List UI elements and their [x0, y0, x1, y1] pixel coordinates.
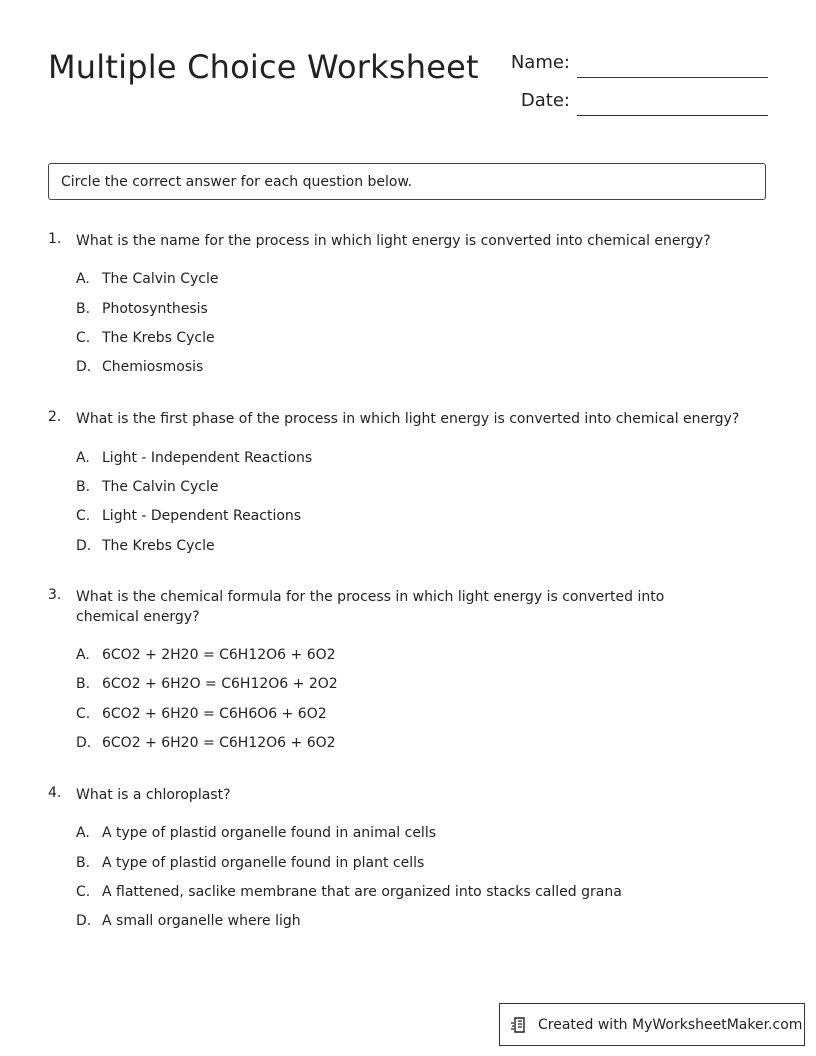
choice-letter: B.: [76, 676, 91, 692]
choice-text: The Krebs Cycle: [102, 330, 215, 346]
name-line[interactable]: [577, 77, 768, 78]
name-label: Name:: [510, 52, 570, 73]
choice-text: The Calvin Cycle: [102, 479, 219, 495]
choice-letter: A.: [76, 450, 90, 466]
choice-letter: D.: [76, 359, 92, 375]
choice-text: 6CO2 + 2H20 = C6H12O6 + 6O2: [102, 647, 336, 663]
choice-letter: B.: [76, 855, 91, 871]
question-text: What is the chemical formula for the process in which light energy is converted into chemical energy?: [76, 589, 665, 625]
choice-text: 6CO2 + 6H20 = C6H6O6 + 6O2: [102, 706, 327, 722]
question-text: What is the first phase of the process in which light energy is converted into chemical energy?: [76, 411, 740, 427]
choice-text: 6CO2 + 6H2O = C6H12O6 + 2O2: [102, 676, 338, 692]
choice-letter: A.: [76, 271, 90, 287]
question-number: 4.: [48, 785, 62, 801]
choice-letter: D.: [76, 913, 92, 929]
page-title: Multiple Choice Worksheet: [48, 48, 479, 86]
question-number: 3.: [48, 587, 62, 603]
choice-letter: D.: [76, 735, 92, 751]
question-number: 2.: [48, 409, 62, 425]
choice-text: The Krebs Cycle: [102, 538, 215, 554]
choice-letter: B.: [76, 479, 91, 495]
choice-text: A type of plastid organelle found in plant cells: [102, 855, 425, 871]
date-label: Date:: [520, 90, 570, 111]
choice-text: A small organelle where ligh: [102, 913, 301, 929]
question-number: 1.: [48, 231, 62, 247]
choice-text: A flattened, saclike membrane that are organized into stacks called grana: [102, 884, 622, 900]
choice-text: The Calvin Cycle: [102, 271, 219, 287]
choice-letter: C.: [76, 706, 91, 722]
question-text: What is a chloroplast?: [76, 787, 231, 803]
choice-text: Light - Independent Reactions: [102, 450, 313, 466]
footer-badge[interactable]: [499, 1003, 805, 1046]
choice-text: 6CO2 + 6H20 = C6H12O6 + 6O2: [102, 735, 336, 751]
choice-letter: C.: [76, 330, 91, 346]
choice-letter: D.: [76, 538, 92, 554]
choice-text: Chemiosmosis: [102, 359, 204, 375]
footer-text: Created with MyWorksheetMaker.com: [538, 1016, 803, 1033]
question-text: What is the name for the process in which light energy is converted into chemical energy?: [76, 233, 711, 249]
choice-text: A type of plastid organelle found in animal cells: [102, 825, 437, 841]
choice-text: Light - Dependent Reactions: [102, 508, 302, 524]
choice-text: Photosynthesis: [102, 301, 208, 317]
choice-letter: A.: [76, 825, 90, 841]
choice-letter: C.: [76, 508, 91, 524]
date-line[interactable]: [577, 115, 768, 116]
choice-letter: C.: [76, 884, 91, 900]
choice-letter: A.: [76, 647, 90, 663]
instruction-box: Circle the correct answer for each question below.: [48, 163, 766, 200]
choice-letter: B.: [76, 301, 91, 317]
worksheet-maker-logo-icon: [510, 1015, 530, 1035]
